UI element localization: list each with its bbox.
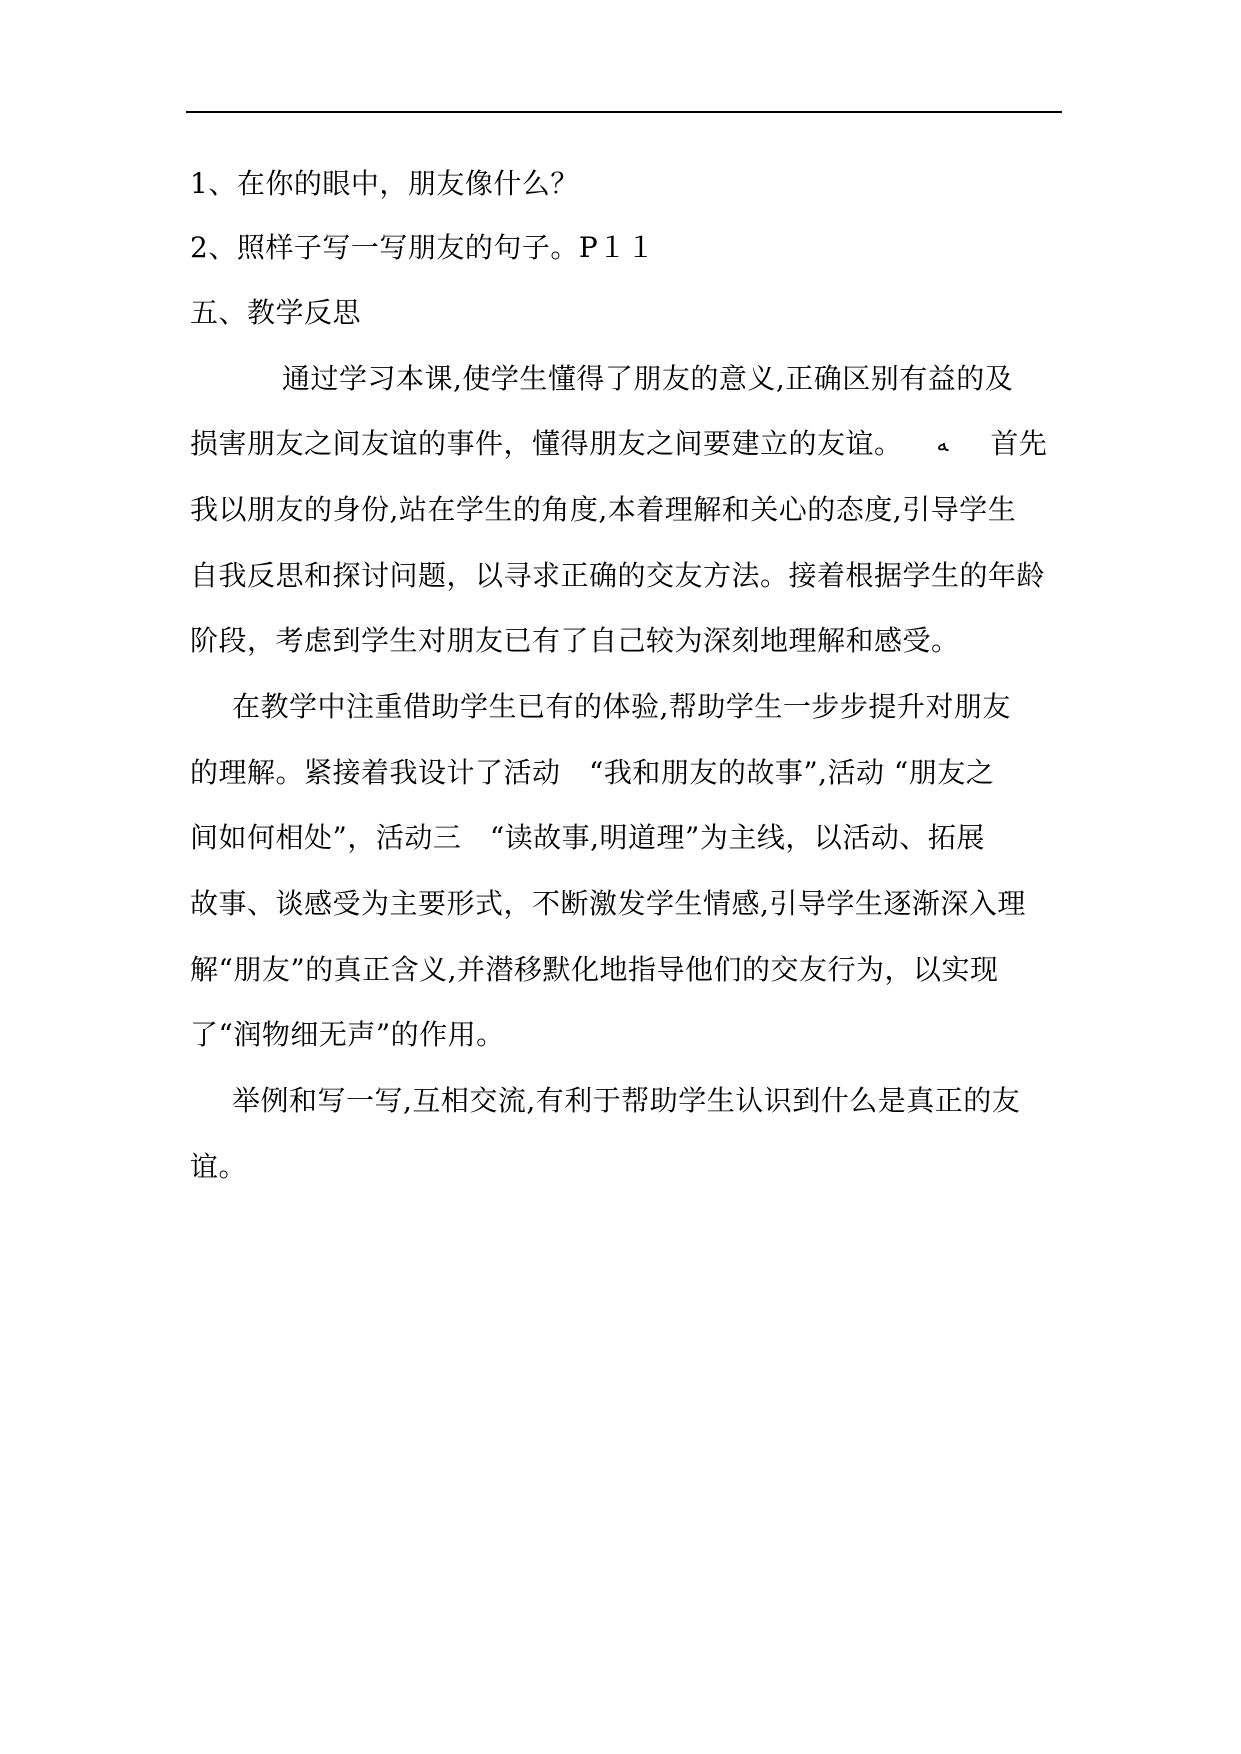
paragraph3-line2: 谊。 [190,1150,248,1183]
paragraph2-line6: 了“润物细无声”的作用。 [190,1018,505,1051]
paragraph2-line4: 故事、谈感受为主要形式，不断激发学生情感,引导学生逐渐深入理 [190,887,1026,920]
header-rule [186,111,1062,113]
paragraph2-line2: 的理解。紧接着我设计了活动 “我和朋友的故事”,活动 “朋友之 [190,756,995,789]
question-1: 1、在你的眼中，朋友像什么？ [190,167,579,200]
paragraph2-line3: 间如何相处”，活动三 “读故事,明道理”为主线，以活动、拓展 [190,821,985,854]
stray-mark: ﻪ [936,432,949,457]
paragraph1-line2 [190,424,1047,465]
paragraph2-line5: 解“朋友”的真正含义,并潜移默化地指导他们的交友行为，以实现 [190,953,999,986]
paragraph1-line3: 我以朋友的身份,站在学生的角度,本着理解和关心的态度,引导学生 [190,493,1017,526]
paragraph1-line4: 自我反思和探讨问题，以寻求正确的交友方法。接着根据学生的年龄 [190,559,1046,592]
paragraph1-line1: 通过学习本课,使学生懂得了朋友的意义,正确区别有益的及 [282,362,1014,395]
paragraph3-line1: 举例和写一写,互相交流,有利于帮助学生认识到什么是真正的友 [232,1084,1021,1117]
paragraph1-line2-end: 首先 [990,427,1048,460]
section-heading: 五、教学反思 [190,296,362,329]
question-2: 2、照样子写一写朋友的句子。P１１ [190,231,656,264]
paragraph1-line5: 阶段，考虑到学生对朋友已有了自己较为深刻地理解和感受。 [190,624,960,657]
paragraph1-line2-text: 损害朋友之间友谊的事件，懂得朋友之间要建立的友谊。 [190,427,903,460]
paragraph2-line1: 在教学中注重借助学生已有的体验,帮助学生一步步提升对朋友 [232,690,1011,723]
